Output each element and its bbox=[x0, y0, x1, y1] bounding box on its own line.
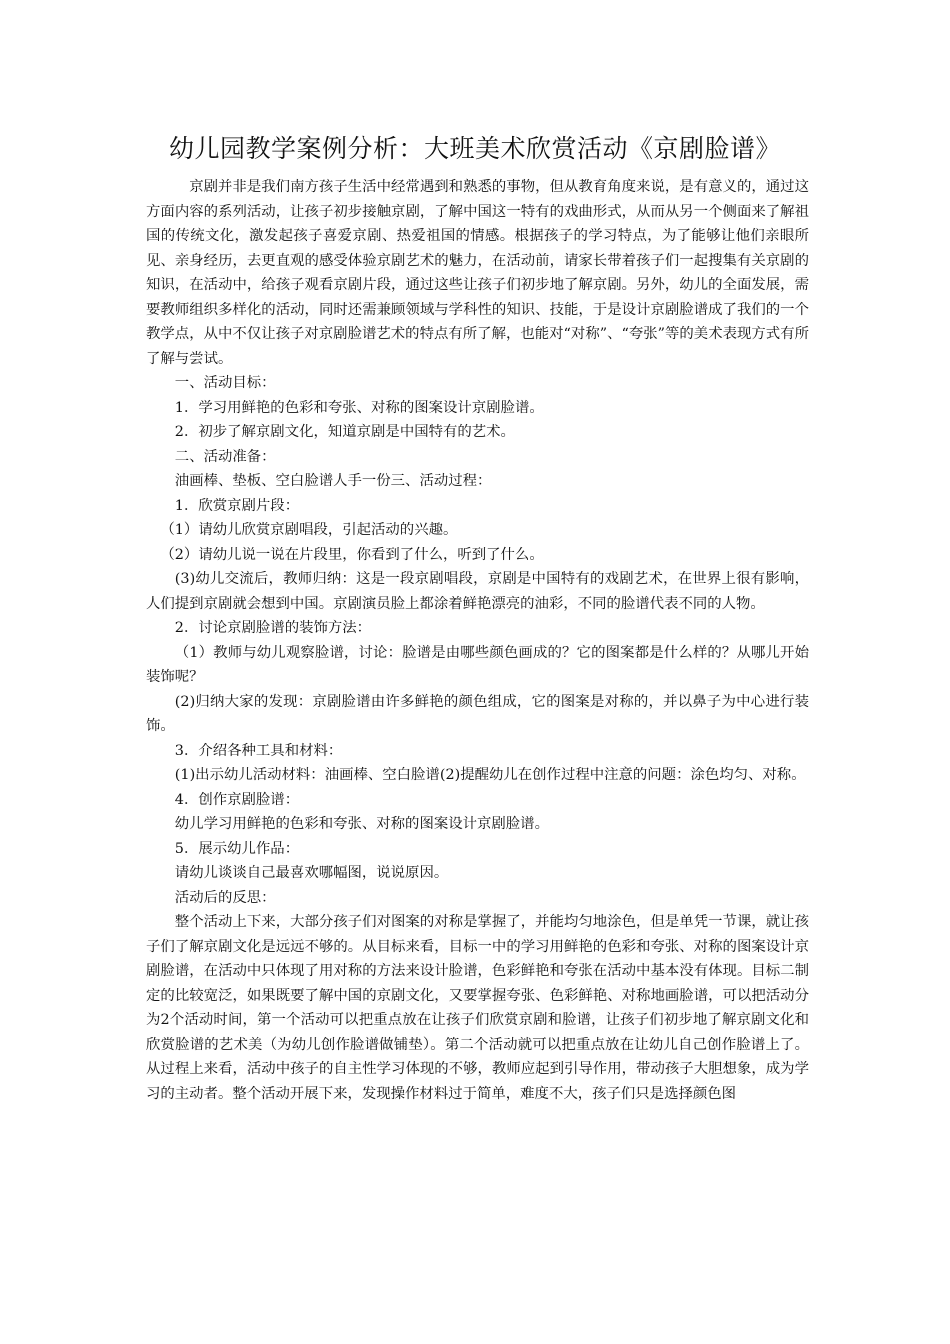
step-1-item-3: (3)幼儿交流后，教师归纳：这是一段京剧唱段，京剧是中国特有的戏剧艺术，在世界上很有影响，人们提到京剧就会想到中国。京剧演员脸上都涂着鲜艳漂亮的油彩，不同的脸谱代表不同的人物。 bbox=[146, 571, 809, 612]
intro-paragraph: 京剧并非是我们南方孩子生活中经常遇到和熟悉的事物，但从教育角度来说，是有意义的，通过这方面内容的系列活动，让孩子初步接触京剧，了解中国这一特有的戏曲形式，从而从另一个侧面来了解祖国的传统文化，激发起孩子喜爱京剧、热爱祖国的情感。根据孩子的学习特点，为了能够让他们亲眼所见、亲身经历，去更直观的感受体验京剧艺术的魅力，在活动前，请家长带着孩子们一起搜集有关京剧的知识，在活动中，给孩子观看京剧片段，通过这些让孩子们初步地了解京剧。另外，幼儿的全面发展，需要教师组织多样化的活动，同时还需兼顾领域与学科性的知识、技能，于是设计京剧脸谱成了我们的一个教学点，从中不仅让孩子对京剧脸谱艺术的特点有所了解，也能对“对称”、“夸张”等的美术表现方式有所了解与尝试。 bbox=[146, 179, 809, 367]
preparation-text: 油画棒、垫板、空白脸谱人手一份三、活动过程： bbox=[174, 473, 492, 489]
step-heading-1: 1．欣赏京剧片段： bbox=[174, 497, 300, 514]
step-2-item-2: (2)归纳大家的发现：京剧脸谱由许多鲜艳的颜色组成，它的图案是对称的，并以鼻子为中心进行装饰。 bbox=[146, 693, 809, 734]
step-heading-5: 5．展示幼儿作品： bbox=[174, 840, 300, 857]
step-2-item-1: （1）教师与幼儿观察脸谱，讨论：脸谱是由哪些颜色画成的？它的图案都是什么样的？从哪儿开始装饰呢？ bbox=[146, 644, 809, 685]
document-title: 幼儿园教学案例分析：大班美术欣赏活动《京剧脸谱》 bbox=[168, 134, 781, 163]
step-3-item-1: (1)出示幼儿活动材料：油画棒、空白脸谱(2)提醒幼儿在创作过程中注意的问题：涂色均匀、对称。 bbox=[174, 767, 806, 783]
document-body bbox=[146, 175, 809, 1106]
goal-item-1: 1．学习用鲜艳的色彩和夸张、对称的图案设计京剧脸谱。 bbox=[174, 399, 544, 416]
reflection-paragraph: 整个活动上下来，大部分孩子们对图案的对称是掌握了，并能均匀地涂色，但是单凭一节课，就让孩子们了解京剧文化是远远不够的。从目标来看，目标一中的学习用鲜艳的色彩和夸张、对称的图案设计京剧脸谱，在活动中只体现了用对称的方法来设计脸谱，色彩鲜艳和夸张在活动中基本没有体现。目标二制定的比较宽泛，如果既要了解中国的京剧文化，又要掌握夸张、色彩鲜艳、对称地画脸谱，可以把活动分为2个活动时间，第一个活动可以把重点放在让孩子们欣赏京剧和脸谱，让孩子们初步地了解京剧文化和欣赏脸谱的艺术美（为幼儿创作脸谱做铺垫）。第二个活动就可以把重点放在让幼儿自己创作脸谱上了。从过程上来看，活动中孩子的自主性学习体现的不够，教师应起到引导作用，带动孩子大胆想象，成为学习的主动者。整个活动开展下来，发现操作材料过于简单，难度不大，孩子们只是选择颜色图 bbox=[146, 914, 809, 1102]
step-5-text: 请幼儿谈谈自己最喜欢哪幅图，说说原因。 bbox=[174, 865, 449, 881]
step-heading-2: 2．讨论京剧脸谱的装饰方法： bbox=[174, 620, 372, 636]
goal-item-2: 2．初步了解京剧文化，知道京剧是中国特有的艺术。 bbox=[174, 424, 515, 440]
step-heading-4: 4．创作京剧脸谱： bbox=[174, 791, 300, 808]
reflection-heading: 活动后的反思： bbox=[174, 889, 276, 906]
step-4-text: 幼儿学习用鲜艳的色彩和夸张、对称的图案设计京剧脸谱。 bbox=[174, 816, 549, 832]
step-1-item-1: （1）请幼儿欣赏京剧唱段，引起活动的兴趣。 bbox=[160, 522, 458, 538]
section-heading-preparation: 二、活动准备： bbox=[174, 448, 276, 465]
step-1-item-2: （2）请幼儿说一说在片段里，你看到了什么，听到了什么。 bbox=[160, 546, 544, 563]
step-heading-3: 3．介绍各种工具和材料： bbox=[174, 742, 343, 759]
section-heading-goals: 一、活动目标： bbox=[174, 375, 276, 391]
